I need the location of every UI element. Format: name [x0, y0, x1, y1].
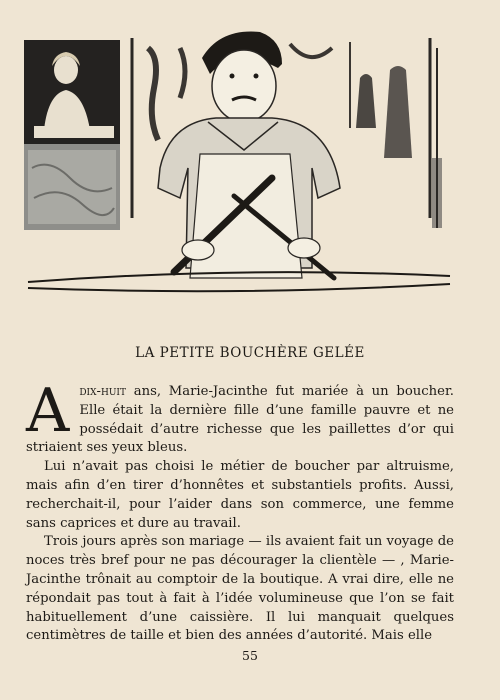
paragraph-1-text: ans, Marie-Jacinthe fut mariée à un boucher. Elle était la dernière fille d’une famille pauvre et ne possédait d’autre richesse que les paillettes d’or qui striaient ses yeux bleus. [26, 384, 454, 456]
paragraph-1 [26, 376, 454, 458]
opening-words: dix-huit [79, 384, 126, 399]
paragraph-2: Lui n’avait pas choisi le métier de boucher par altruisme, mais afin d’en tirer d’honnêtes et substantiels profits. Aussi, recherchait-il, pour l’aider dans son commerce, une femme sans caprices et dure au travail. [26, 459, 454, 531]
body-text [26, 376, 454, 646]
chapter-title: LA PETITE BOUCHÈRE GELÉE [135, 345, 365, 361]
page-number: 55 [242, 648, 258, 663]
drop-cap: A [26, 376, 70, 446]
butcher-illustration [20, 18, 460, 303]
paragraph-3: Trois jours après son mariage — ils avaient fait un voyage de noces très bref pour ne pas décourager la clientèle — , Marie-Jacinthe trônait au comptoir de la boutique. A vrai dire, elle ne répondait pas tout à fait à l’idée volumineuse que l’on se fait habituellement d’une caissière. Il lui manquait quelques centimètres de taille et bien des années d’autorité. Mais elle [26, 534, 454, 644]
